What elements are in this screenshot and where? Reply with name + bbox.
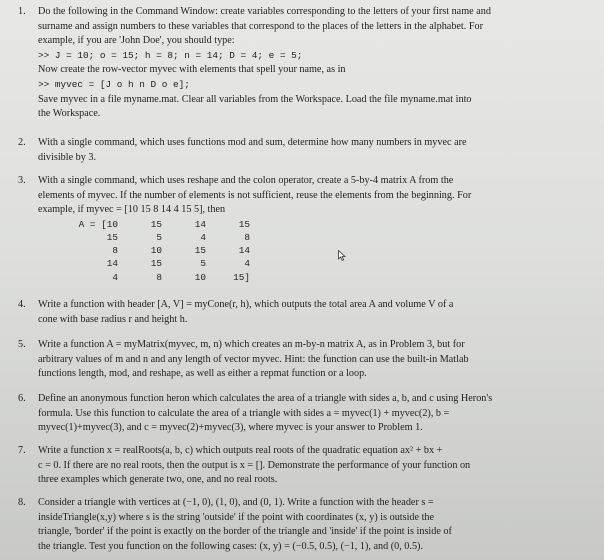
matrix-cell: 15 xyxy=(106,231,118,243)
code-line: >> J = 10; o = 15; h = 8; n = 14; D = 4; e = 5; xyxy=(38,49,303,61)
matrix-cell: 15 xyxy=(194,245,206,257)
problem-text-line: surname and assign numbers to these variables that correspond to the places of the letters in the alphabet. For xyxy=(38,20,484,32)
matrix-cell: 4 xyxy=(200,231,206,243)
matrix-cell: A = [10 xyxy=(78,218,118,230)
example-matrix xyxy=(38,218,582,284)
problem-text-line: elements of myvec. If the number of elements is not sufficient, reuse the elements from the beginning. For xyxy=(38,189,472,201)
problem-text-line: Now create the row-vector myvec with elements that spell your name, as in xyxy=(38,64,346,76)
problem-number: 1. xyxy=(18,6,26,17)
problem-text-line: divisible by 3. xyxy=(38,151,97,163)
problem-text-line: c = 0. If there are no real roots, then the output is x = []. Demonstrate the performance of your function on xyxy=(38,459,471,471)
problem-number: 7. xyxy=(18,445,26,456)
problem-text-line: functions length, mod, and reshape, as well as either a repmat function or a loop. xyxy=(38,368,367,380)
problem-1 xyxy=(18,5,582,122)
matrix-cell: 14 xyxy=(194,218,206,230)
problem-5 xyxy=(18,338,582,382)
problem-text-line: Write a function x = realRoots(a, b, c) which outputs real roots of the quadratic equation ax² + bx + xyxy=(38,445,443,456)
matrix-cell: 4 xyxy=(112,271,118,283)
code-line: >> myvec = [J o h n D o e]; xyxy=(38,78,190,90)
problem-number: 5. xyxy=(18,339,26,350)
matrix-cell: 15] xyxy=(233,271,250,283)
problem-text-line: insideTriangle(x,y) where s is the string 'outside' if the point with coordinates (x, y) is outside the xyxy=(38,511,435,523)
problem-text-line: With a single command, which uses functions mod and sum, determine how many numbers in myvec are xyxy=(38,137,467,148)
problem-7 xyxy=(18,444,582,488)
problem-3 xyxy=(18,174,582,284)
problem-text-line: Write a function with header [A, V] = myCone(r, h), which outputs the total area A and volume V of a xyxy=(38,299,454,310)
problem-text-line: example, if you are 'John Doe', you should type: xyxy=(38,35,235,47)
problem-6 xyxy=(18,392,582,436)
problem-text-line: Define an anonymous function heron which calculates the area of a triangle with sides a, b, and c using Heron's xyxy=(38,393,493,404)
matrix-cell: 10 xyxy=(150,245,162,257)
problem-number: 8. xyxy=(18,497,26,508)
problem-text-line: Consider a triangle with vertices at (−1, 0), (1, 0), and (0, 1). Write a function with the header s = xyxy=(38,497,434,508)
problem-text-line: Save myvec in a file myname.mat. Clear all variables from the Workspace. Load the file myname.mat into xyxy=(38,93,472,105)
matrix-cell: 14 xyxy=(106,258,118,270)
matrix-cell: 15 xyxy=(238,218,250,230)
problem-text-line: formula. Use this function to calculate the area of a triangle with sides a = myvec(1) + myvec(2), b = xyxy=(38,407,450,419)
matrix-cell: 14 xyxy=(238,245,250,257)
problem-number: 2. xyxy=(18,137,26,148)
matrix-cell: 8 xyxy=(112,245,118,257)
problem-text-line: Do the following in the Command Window: create variables corresponding to the letters of your first name and xyxy=(38,6,491,17)
problem-text-line: the triangle. Test you function on the following cases: (x, y) = (−0.5, 0.5), (−1, 1), and (0, 0.5). xyxy=(38,540,423,552)
problem-text-line: three examples which generate two, one, and no real roots. xyxy=(38,474,278,486)
matrix-cell: 5 xyxy=(156,231,162,243)
problem-number: 6. xyxy=(18,393,26,404)
problem-text-line: With a single command, which uses reshape and the colon operator, create a 5-by-4 matrix A from the xyxy=(38,175,454,186)
problem-text-line: example, if myvec = [10 15 8 14 4 15 5], then xyxy=(38,204,226,216)
problem-4 xyxy=(18,298,582,327)
problem-text-line: Write a function A = myMatrix(myvec, m, n) which creates an m-by-n matrix A, as in Problem 3, but for xyxy=(38,339,465,350)
problem-text-line: myvec(1)+myvec(3), and c = myvec(2)+myvec(3), where myvec is your answer to Problem 1. xyxy=(38,422,423,434)
matrix-cell: 15 xyxy=(150,258,162,270)
matrix-cell: 8 xyxy=(244,231,250,243)
problem-text-line: cone with base radius r and height h. xyxy=(38,313,188,325)
problem-text-line: arbitrary values of m and n and any length of vector myvec. Hint: the function can use the built-in Matlab xyxy=(38,353,469,365)
problem-number: 4. xyxy=(18,299,26,310)
problem-number: 3. xyxy=(18,175,26,186)
problem-2 xyxy=(18,136,582,165)
matrix-cell: 10 xyxy=(194,271,206,283)
problem-text-line: triangle, 'border' if the point is exactly on the border of the triangle and 'inside' if the point is inside of xyxy=(38,526,452,538)
matrix-cell: 8 xyxy=(156,271,162,283)
matrix-cell: 15 xyxy=(150,218,162,230)
matrix-cell: 5 xyxy=(200,258,206,270)
problem-text-line: the Workspace. xyxy=(38,108,101,120)
mouse-cursor-icon xyxy=(338,250,346,261)
matrix-cell: 4 xyxy=(244,258,250,270)
problem-8 xyxy=(18,496,582,554)
